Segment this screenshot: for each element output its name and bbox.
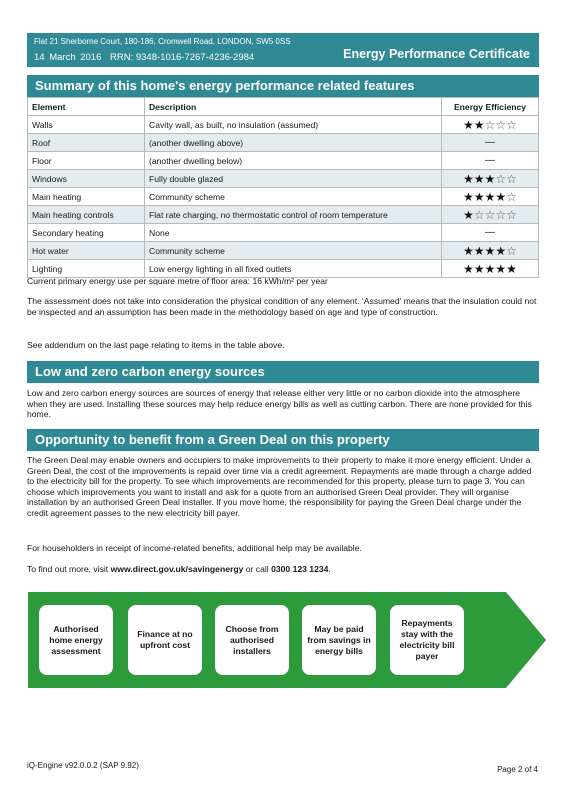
filled-star-icon: ★ [484, 171, 496, 186]
not-applicable-dash: — [485, 155, 495, 166]
filled-star-icon: ★ [495, 189, 507, 204]
certificate-title: Energy Performance Certificate [343, 47, 530, 61]
contact-prefix: To find out more, visit [27, 564, 111, 574]
empty-star-icon: ☆ [495, 207, 507, 222]
step-finance: Finance at no upfront cost [128, 605, 202, 675]
low-zero-carbon-heading: Low and zero carbon energy sources [27, 361, 539, 383]
empty-star-icon: ☆ [506, 189, 517, 204]
primary-energy-text: Current primary energy use per square metre of floor area: 16 kWh/m² per year [27, 276, 328, 286]
not-applicable-dash: — [485, 137, 495, 148]
step-repayments: Repayments stay with the electricity bill payer [390, 605, 464, 675]
efficiency-rating [442, 170, 539, 188]
table-row [28, 206, 539, 224]
element-cell: Secondary heating [28, 224, 145, 242]
filled-star-icon: ★ [463, 189, 474, 204]
efficiency-rating [442, 134, 539, 152]
not-applicable-dash: — [485, 227, 495, 238]
filled-star-icon: ★ [463, 243, 474, 258]
description-cell: Community scheme [145, 188, 442, 206]
efficiency-rating [442, 242, 539, 260]
filled-star-icon: ★ [463, 117, 474, 132]
description-cell: Flat rate charging, no thermostatic control of room temperature [145, 206, 442, 224]
property-address: Flat 21 Sherborne Court, 180-186, Cromwell Road, LONDON, SW5 0SS [34, 37, 291, 46]
reference-number: RRN: 9348-1016-7267-4236-2984 [110, 52, 255, 63]
filled-star-icon: ★ [463, 171, 474, 186]
energy-features-table [27, 97, 539, 278]
table-body [28, 116, 539, 278]
table-row [28, 116, 539, 134]
column-header-element: Element [28, 98, 145, 116]
empty-star-icon: ☆ [484, 207, 496, 222]
filled-star-icon: ★ [484, 243, 496, 258]
element-cell: Roof [28, 134, 145, 152]
element-cell: Floor [28, 152, 145, 170]
table-row [28, 224, 539, 242]
filled-star-icon: ★ [484, 189, 496, 204]
description-cell: (another dwelling below) [145, 152, 442, 170]
summary-heading: Summary of this home's energy performance related features [27, 75, 539, 97]
low-zero-carbon-text: Low and zero carbon energy sources are sources of energy that release either very little or no carbon dioxide into the atmosphere when they are used. Installing these sources may help reduce energy bills as well as cutting carbon. There are none provided for this home. [27, 388, 532, 420]
description-cell: Cavity wall, as built, no insulation (assumed) [145, 116, 442, 134]
filled-star-icon: ★ [473, 243, 485, 258]
empty-star-icon: ☆ [495, 171, 507, 186]
filled-star-icon: ★ [463, 261, 474, 276]
step-savings: May be paid from savings in energy bills [302, 605, 376, 675]
description-cell: Fully double glazed [145, 170, 442, 188]
empty-star-icon: ☆ [506, 243, 517, 258]
filled-star-icon: ★ [495, 243, 507, 258]
filled-star-icon: ★ [484, 261, 496, 276]
element-cell: Walls [28, 116, 145, 134]
phone-number: 0300 123 1234 [271, 564, 329, 574]
empty-star-icon: ☆ [484, 117, 496, 132]
table-header-row [28, 98, 539, 116]
filled-star-icon: ★ [473, 189, 485, 204]
green-deal-paragraph: The Green Deal may enable owners and occupiers to make improvements to their property to make it more energy efficient. Under a Green Deal, the cost of the improvements is repaid over time via a credit agreement. Repayments are made through a charge added to the electricity bill for the property. To see which improvements are recommended for this property, please turn to page 3. You can choose which improvements you want to install and ask for a quote from an authorised Green Deal provider. They will organise installation by an authorised Green Deal installer. If you move home, the responsibility for paying the Green Deal charge under the credit agreement passes to the new electricity bill payer. [27, 455, 532, 518]
page-number: Page 2 of 4 [497, 765, 538, 774]
efficiency-rating [442, 188, 539, 206]
assessment-note: The assessment does not take into consideration the physical condition of any element. ‘Assumed’ means that the insulation could not be inspected and an assumption has been made in the methodology based on age and type of construction. [27, 296, 537, 317]
table-row [28, 260, 539, 278]
green-deal-process-arrow [28, 592, 548, 688]
addendum-note: See addendum on the last page relating to items in the table above. [27, 340, 285, 350]
software-version: iQ-Engine v92.0.0.2 (SAP 9.92) [27, 761, 139, 770]
description-cell: Low energy lighting in all fixed outlets [145, 260, 442, 278]
column-header-description: Description [145, 98, 442, 116]
element-cell: Main heating [28, 188, 145, 206]
filled-star-icon: ★ [495, 261, 507, 276]
element-cell: Hot water [28, 242, 145, 260]
table-row [28, 152, 539, 170]
element-cell: Windows [28, 170, 145, 188]
contact-suffix: . [328, 564, 331, 574]
description-cell: None [145, 224, 442, 242]
empty-star-icon: ☆ [506, 207, 517, 222]
step-assessment: Authorised home energy assessment [39, 605, 113, 675]
filled-star-icon: ★ [506, 261, 517, 276]
step-installers: Choose from authorised installers [215, 605, 289, 675]
savingenergy-link[interactable]: www.direct.gov.uk/savingenergy [110, 564, 244, 574]
efficiency-rating [442, 260, 539, 278]
contact-mid: or call [243, 564, 272, 574]
description-cell: Community scheme [145, 242, 442, 260]
description-cell: (another dwelling above) [145, 134, 442, 152]
table-row [28, 170, 539, 188]
contact-line [27, 564, 539, 575]
benefits-note: For householders in receipt of income-related benefits, additional help may be available. [27, 543, 362, 553]
filled-star-icon: ★ [473, 261, 485, 276]
table-row [28, 242, 539, 260]
certificate-date: 14 March 2016 [34, 52, 102, 63]
empty-star-icon: ☆ [506, 117, 517, 132]
efficiency-rating [442, 152, 539, 170]
efficiency-rating [442, 224, 539, 242]
efficiency-rating [442, 206, 539, 224]
efficiency-rating [442, 116, 539, 134]
empty-star-icon: ☆ [495, 117, 507, 132]
element-cell: Main heating controls [28, 206, 145, 224]
filled-star-icon: ★ [473, 117, 485, 132]
empty-star-icon: ☆ [473, 207, 485, 222]
filled-star-icon: ★ [463, 207, 474, 222]
green-deal-heading: Opportunity to benefit from a Green Deal on this property [27, 429, 539, 451]
column-header-efficiency: Energy Efficiency [442, 98, 539, 116]
certificate-header [27, 33, 539, 67]
table-row [28, 134, 539, 152]
element-cell: Lighting [28, 260, 145, 278]
empty-star-icon: ☆ [506, 171, 517, 186]
filled-star-icon: ★ [473, 171, 485, 186]
table-row [28, 188, 539, 206]
